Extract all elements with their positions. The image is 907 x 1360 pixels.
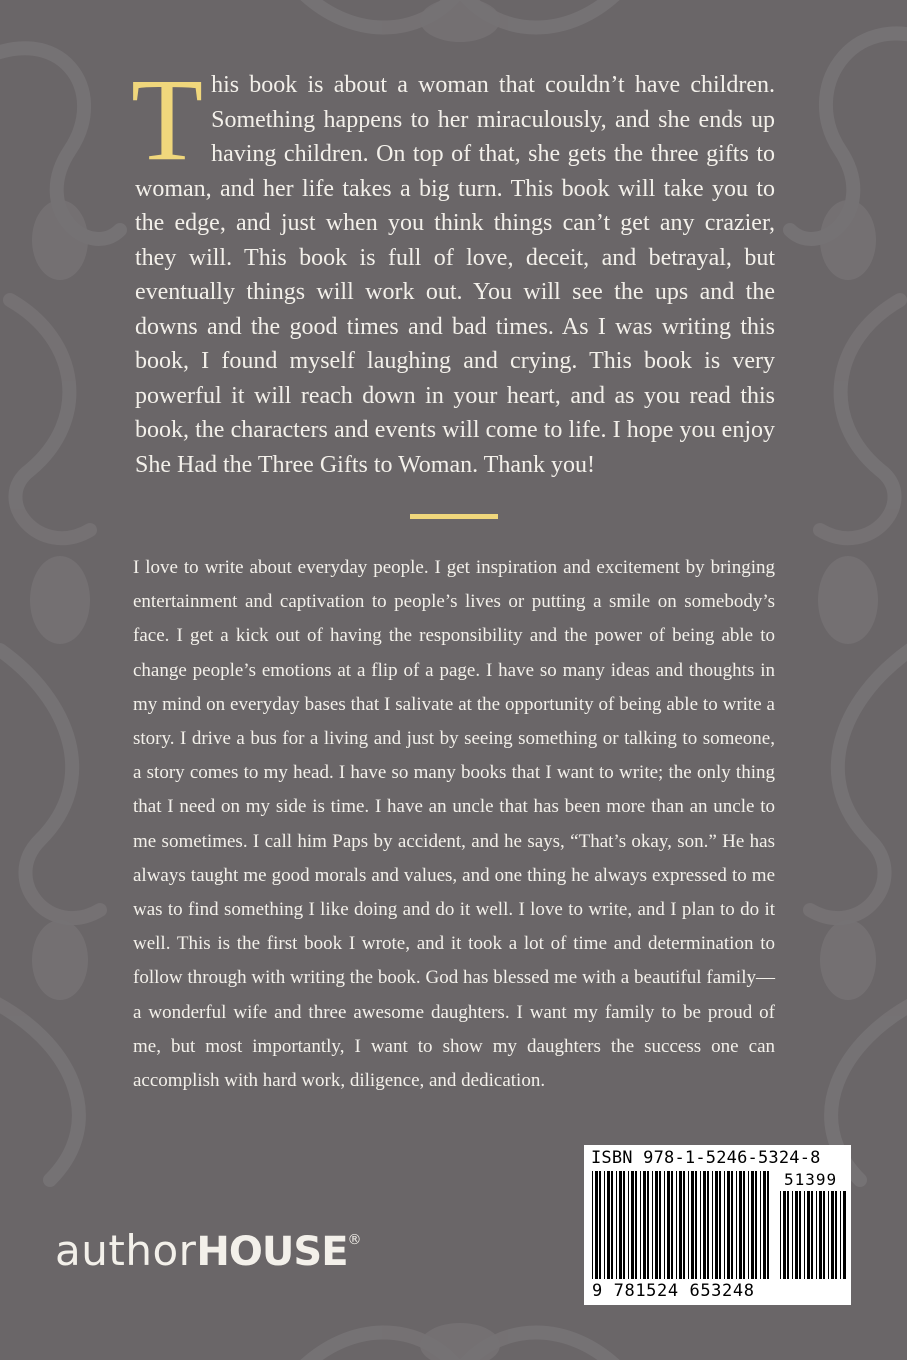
registered-mark: ® [347, 1232, 363, 1248]
barcode-bar [816, 1191, 817, 1279]
barcode-bar [595, 1171, 598, 1279]
barcode-bar [623, 1171, 625, 1279]
book-blurb [131, 54, 775, 482]
barcode-bar [604, 1171, 605, 1279]
barcode-bar [631, 1171, 634, 1279]
barcode-bar [843, 1191, 846, 1279]
barcode-bar [643, 1171, 646, 1279]
barcode-bar [628, 1171, 629, 1279]
barcode-bar [807, 1191, 810, 1279]
barcode-bar [819, 1191, 822, 1279]
barcode-bar [715, 1171, 718, 1279]
barcode-bar [787, 1191, 789, 1279]
barcode-bar [703, 1171, 706, 1279]
barcode-bar [671, 1171, 673, 1279]
barcode-bar [748, 1171, 749, 1279]
barcode-bar [780, 1191, 781, 1279]
barcode-bar [743, 1171, 745, 1279]
barcode-bar [619, 1171, 622, 1279]
barcode-bar [652, 1171, 653, 1279]
author-bio: I love to write about everyday people. I get inspiration and excitement by bringing entertainment and captivation to people’s lives or putting a smile on somebody’s face. I get a kick out of having the responsibility and the power of being able to change people’s emotions at a flip of a page. I have so many ideas and thoughts in my mind on everyday bases that I salivate at the opportunity of being able to write a story. I drive a bus for a living and just by seeing something or talking to someone, a story comes to my head. I have so many books that I want to write; the only thing that I need on my side is time. I have an uncle that has been more than an uncle to me sometimes. I call him Paps by accident, and he says, “That’s okay, son.” He has always taught me good morals and values, and one thing he always expressed to me was to find something I like doing and do it well. I love to write, and I plan to do it well. This is the first book I wrote, and it took a lot of time and determination to follow through with writing the book. God has blessed me with a beautiful family—a wonderful wife and three awesome daughters. I want my family to be proud of me, but most importantly, I want to show my daughters the success one can accomplish with hard work, diligence, and dedication. [133, 557, 775, 1092]
barcode-bar [736, 1171, 737, 1279]
barcode-bar [664, 1171, 665, 1279]
barcode-bar [712, 1171, 713, 1279]
barcode-bar [647, 1171, 649, 1279]
barcode-bar [811, 1191, 813, 1279]
publisher-name-heavy: HOUSE [196, 1229, 348, 1275]
barcode-digits: 9 781524 653248 [592, 1281, 755, 1301]
drop-cap: T [131, 54, 204, 185]
barcode-bar [607, 1171, 610, 1279]
barcode-bar [707, 1171, 709, 1279]
barcode-bar [695, 1171, 697, 1279]
barcode-bar [616, 1171, 617, 1279]
barcode-bar [755, 1171, 757, 1279]
isbn-barcode [584, 1145, 851, 1305]
barcode-bar [724, 1171, 725, 1279]
barcode-bar [700, 1171, 701, 1279]
section-divider [410, 514, 498, 519]
barcode-bar [795, 1191, 798, 1279]
barcode-bar [679, 1171, 682, 1279]
barcode-bar [799, 1191, 801, 1279]
barcode-bar [640, 1171, 641, 1279]
isbn-label: ISBN 978-1-5246-5324-8 [591, 1148, 821, 1168]
barcode-bar [804, 1191, 805, 1279]
barcode-bar [635, 1171, 637, 1279]
barcode-bar [828, 1191, 829, 1279]
barcode-bar [763, 1171, 766, 1279]
barcode-bar [719, 1171, 721, 1279]
barcode-bar [611, 1171, 613, 1279]
barcode-bar [831, 1191, 834, 1279]
blurb-text: his book is about a woman that couldn’t have children. Something happens to her miraculously, and she ends up having children. On top of that, she gets the three gifts to woman, and her life takes a big turn. This book will take you to the edge, and just when you think things can’t get any crazier, they will. This book is full of love, deceit, and betrayal, but eventually things will work out. You will see the ups and the downs and the good times and bad times. As I was writing this book, I found myself laughing and crying. This book is very powerful it will reach down in your heart, and as you read this book, the characters and events will come to life. I hope you enjoy She Had the Three Gifts to Woman. Thank you! [135, 72, 775, 478]
barcode-bar [760, 1171, 761, 1279]
barcode-bar [783, 1191, 786, 1279]
barcode-bar [676, 1171, 677, 1279]
barcode-bar [739, 1171, 742, 1279]
publisher-name-light: author [55, 1226, 197, 1275]
barcode-bar [599, 1171, 601, 1279]
barcode-addon-number: 51399 [784, 1170, 838, 1189]
barcode-bar [840, 1191, 841, 1279]
barcode-bar [592, 1171, 593, 1279]
barcode-bar [731, 1171, 733, 1279]
barcode-bar [688, 1171, 689, 1279]
barcode-bar [823, 1191, 825, 1279]
barcode-bar [727, 1171, 730, 1279]
barcode-bar [767, 1171, 769, 1279]
barcode-bar [683, 1171, 685, 1279]
publisher-logo [55, 1226, 362, 1275]
barcode-bar [691, 1171, 694, 1279]
barcode-bar [835, 1191, 837, 1279]
barcode-bar [659, 1171, 661, 1279]
barcode-bar [667, 1171, 670, 1279]
barcode-bar [655, 1171, 658, 1279]
barcode-bar [751, 1171, 754, 1279]
barcode-bar [792, 1191, 793, 1279]
